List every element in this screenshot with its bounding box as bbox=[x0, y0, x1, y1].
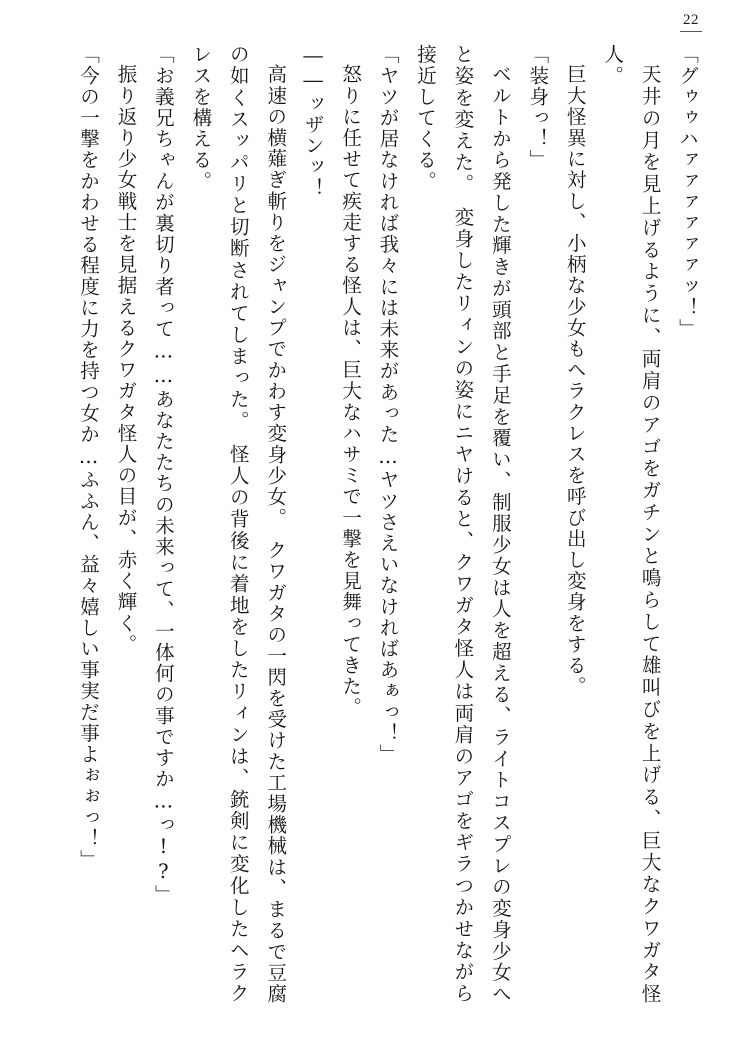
paragraph: 振り返り少女戦士を見据えるクワガタ怪人の目が、赤く輝く。 bbox=[114, 63, 138, 655]
paragraph: 「お義兄ちゃんが裏切り者って……あなたたちの未来って、一体何の事ですか…っ!?」 bbox=[151, 44, 175, 906]
paragraph: ベルトから発した輝きが頭部と手足を覆い、制服少女は人を超える、ライトコスプレの変身少女へと姿を変えた。 変身したリィンの姿にニヤけると、クワガタ怪人は両肩のアゴをギラつかせながら接近してくる。 bbox=[413, 44, 512, 1004]
paragraph: 高速の横薙ぎ斬りをジャンプでかわす変身少女。 クワガタの一閃を受けた工場機械は、まるで豆腐の如くスッパリと切断されてしまった。 怪人の背後に着地をしたリィンは、銃剣に変化したヘラクレスを構える。 bbox=[189, 44, 288, 1004]
paragraph: 天井の月を見上げるように、両肩のアゴをガチンと鳴らして雄叫びを上げる、巨大なクワガタ怪人。 bbox=[601, 44, 662, 1004]
vertical-text-body bbox=[44, 44, 706, 1004]
paragraph: 「装身っ！」 bbox=[526, 44, 550, 171]
paragraph: 「ヤツが居なければ我々には未来があった…ヤツさえいなければあぁっ！」 bbox=[376, 44, 400, 765]
paragraph: 「グゥゥハァァァァァァッ！」 bbox=[676, 44, 699, 340]
paragraph: ――ッザンッ！ bbox=[301, 44, 325, 199]
page-number: 22 bbox=[680, 12, 702, 32]
paragraph: 「今の一撃をかわせる程度に力を持つ女か…ふふん、益々嬉しい事実だ事よぉぉっ！」 bbox=[77, 44, 100, 871]
paragraph: 巨大怪異に対し、小柄な少女もヘラクレスを呼び出し変身をする。 bbox=[563, 63, 587, 697]
paragraph: 怒りに任せて疾走する怪人は、巨大なハサミで一撃を見舞ってきた。 bbox=[339, 63, 363, 718]
